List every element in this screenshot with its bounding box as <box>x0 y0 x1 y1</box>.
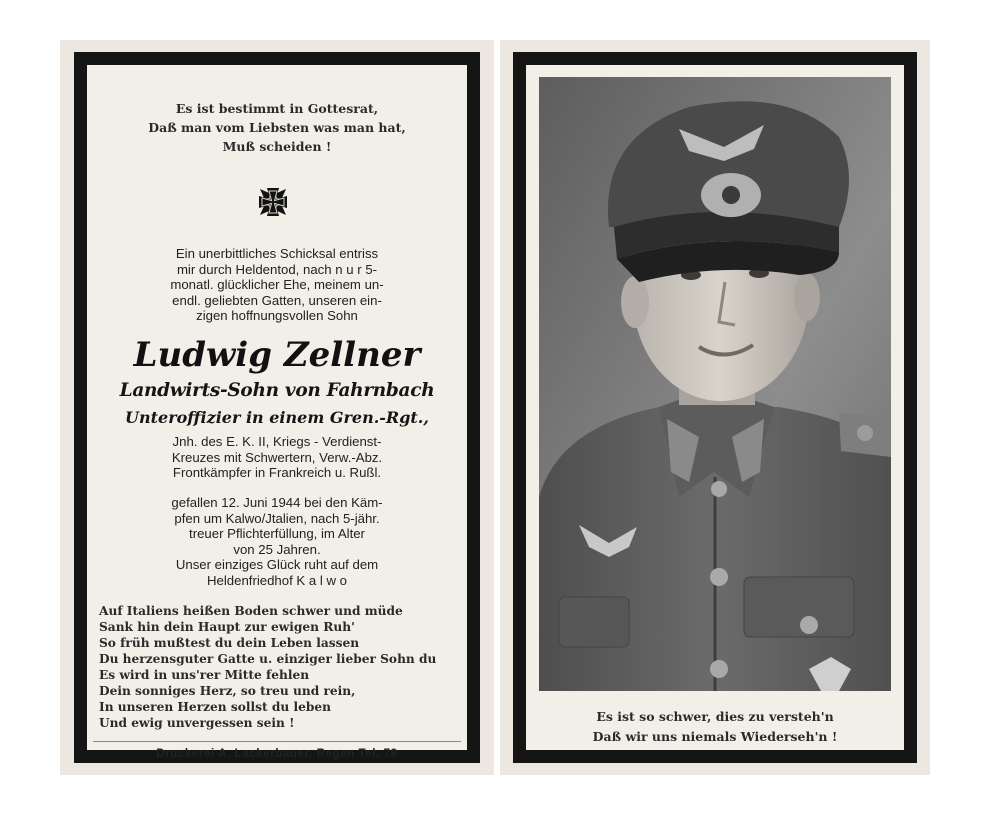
text-line: Unser einziges Glück ruht auf dem <box>175 557 379 572</box>
death-details-text <box>91 495 463 557</box>
black-mourning-border <box>74 52 480 763</box>
poem-line: Sank hin dein Haupt zur ewigen Ruh' <box>99 620 355 634</box>
verse-line: Daß wir uns niemals Wiederseh'n ! <box>592 729 838 744</box>
poem-line: Und ewig unvergessen sein ! <box>99 716 295 730</box>
verse-line: Es ist so schwer, dies zu versteh'n <box>596 709 834 724</box>
text-line: treuer Pflichterfüllung, im Alter <box>189 526 365 541</box>
text-line: monatl. glücklicher Ehe, meinem un- <box>170 277 384 292</box>
origin-line: Landwirts-Sohn von Fahrnbach <box>119 380 435 401</box>
text-line: mir durch Heldentod, nach n u r 5- <box>176 261 378 277</box>
cemetery-text <box>91 557 463 588</box>
poem-line: Es wird in uns'rer Mitte fehlen <box>99 668 310 682</box>
poem-line: So früh mußtest du dein Leben lassen <box>99 636 360 650</box>
text-line: Jnh. des E. K. II, Kriegs - Verdienst- <box>172 434 382 449</box>
text-line: Heldenfriedhof K a l w o <box>206 572 347 588</box>
iron-cross-icon <box>256 185 290 219</box>
decorations-text <box>91 434 463 481</box>
poem-line: Du herzensguter Gatte u. einziger lieber Sohn du <box>99 652 437 666</box>
intro-text <box>91 246 463 324</box>
deceased-name: Ludwig Zellner <box>133 335 421 375</box>
bottom-verse <box>526 707 904 747</box>
soldier-portrait-photo <box>539 77 891 691</box>
poem-line: Dein sonniges Herz, so treu und rein, <box>99 684 356 698</box>
black-mourning-border <box>513 52 917 763</box>
poem-line: In unseren Herzen sollst du leben <box>99 700 332 714</box>
top-verse <box>87 99 467 156</box>
text-line: endl. geliebten Gatten, unseren ein- <box>172 292 382 308</box>
rank-line: Unteroffizier in einem Gren.-Rgt., <box>125 408 429 427</box>
verse-line: Es ist bestimmt in Gottesrat, <box>175 101 379 116</box>
verse-line: Muß scheiden ! <box>222 139 332 154</box>
verse-line: Daß man vom Liebsten was man hat, <box>148 120 406 135</box>
memorial-card-text-side <box>60 40 494 775</box>
text-line: gefallen 12. Juni 1944 bei den Käm- <box>171 495 383 510</box>
text-line: von 25 Jahren. <box>233 541 321 557</box>
text-line: Kreuzes mit Schwertern, Verw.-Abz. <box>171 449 383 465</box>
divider <box>93 741 461 742</box>
text-line: zigen hoffnungsvollen Sohn <box>196 308 358 323</box>
text-line: pfen um Kalwo/Jtalien, nach 5-jähr. <box>174 510 380 526</box>
text-line: Frontkämpfer in Frankreich u. Rußl. <box>172 465 382 480</box>
text-line: Ein unerbittliches Schicksal entriss <box>175 246 379 261</box>
portrait-illustration <box>539 77 891 691</box>
memorial-poem <box>99 603 461 731</box>
memorial-card-photo-side <box>500 40 930 775</box>
poem-line: Auf Italiens heißen Boden schwer und müde <box>99 604 403 618</box>
printer-imprint: Druckerei A. Lackerbauer, Regen Tel. 78 <box>156 748 398 760</box>
